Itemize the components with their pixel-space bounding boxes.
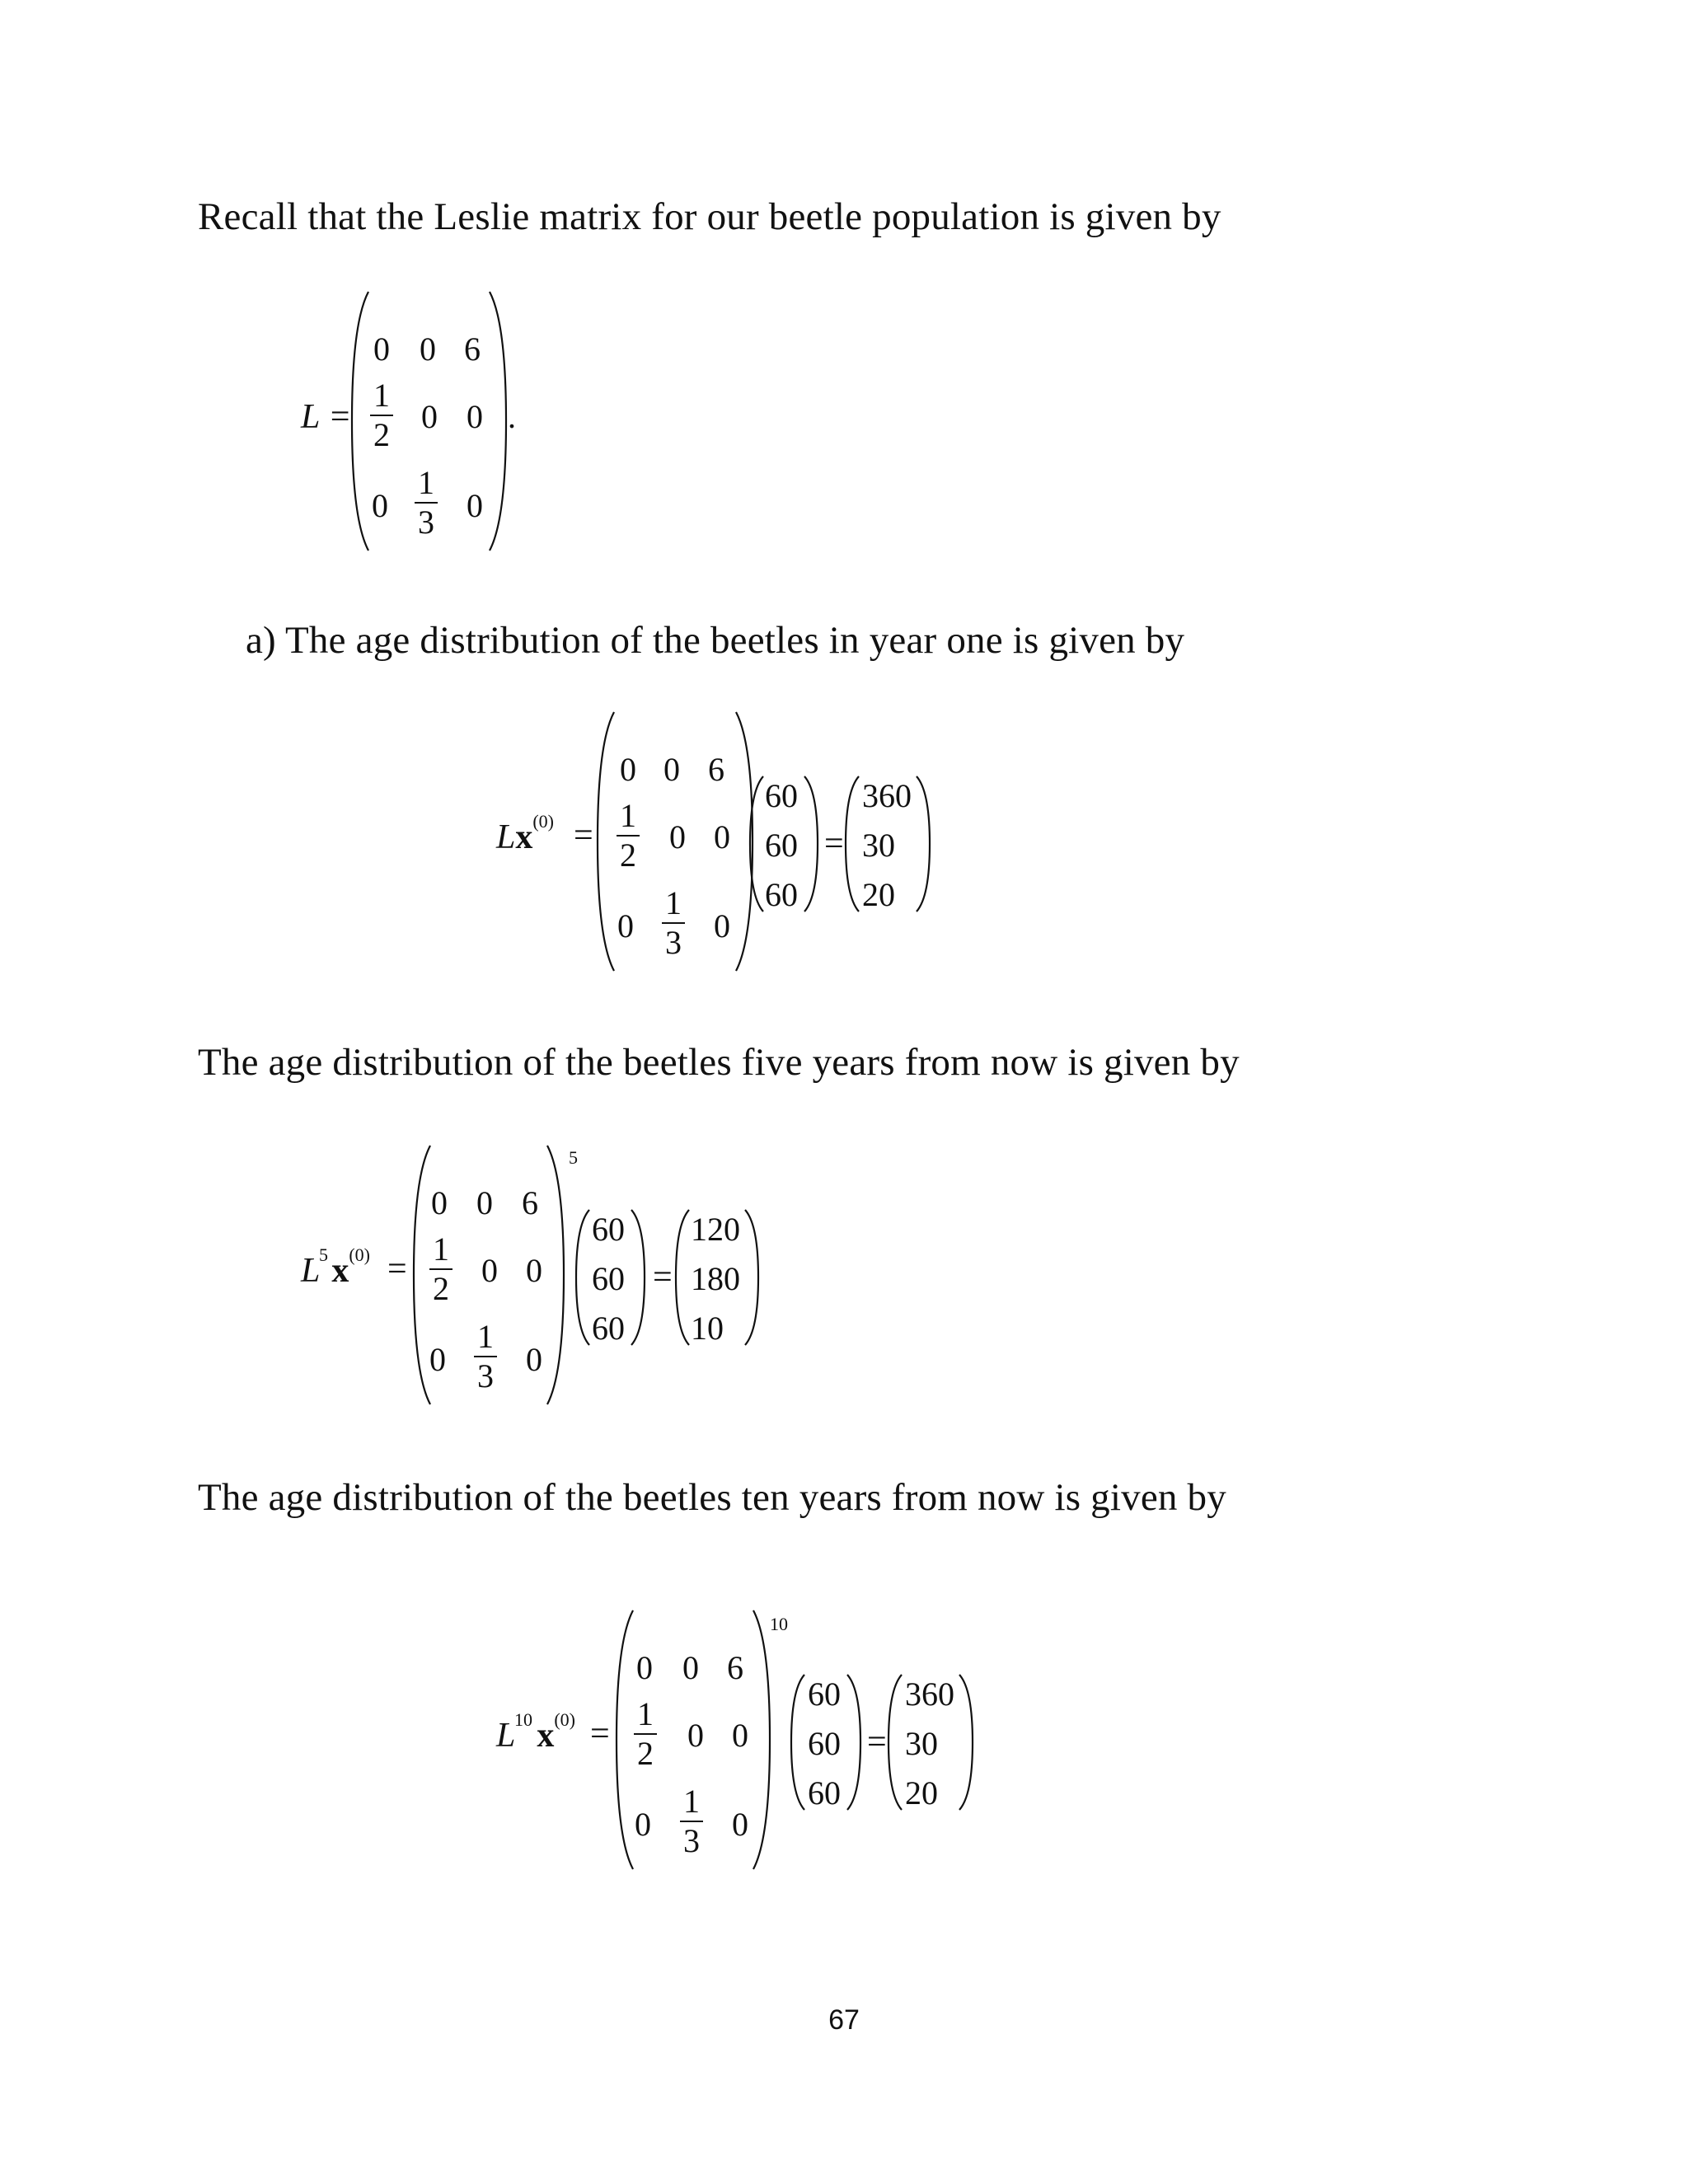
fraction bbox=[424, 1230, 457, 1307]
denominator: 3 bbox=[683, 1822, 700, 1859]
matrix-cell: 0 bbox=[526, 1341, 542, 1378]
matrix-cell: 0 bbox=[420, 330, 436, 368]
fraction bbox=[365, 379, 398, 452]
matrix-cell: 0 bbox=[687, 1717, 704, 1754]
numerator: 1 bbox=[373, 377, 390, 414]
matrix-cell: 0 bbox=[635, 1806, 651, 1843]
matrix-cell: 0 bbox=[429, 1341, 446, 1378]
fraction bbox=[469, 1320, 502, 1393]
lhs-var: L bbox=[301, 1252, 321, 1290]
vector-cell: 60 bbox=[592, 1260, 625, 1297]
matrix-cell: 0 bbox=[481, 1252, 498, 1289]
matrix-cell: 6 bbox=[727, 1649, 743, 1686]
fraction bbox=[657, 884, 690, 961]
ten-years-text: The age distribution of the beetles ten years from now is given by bbox=[198, 1476, 1226, 1519]
result-cell: 20 bbox=[905, 1774, 938, 1811]
denominator: 3 bbox=[418, 504, 434, 541]
numerator: 1 bbox=[683, 1783, 700, 1820]
lhs-var: L bbox=[496, 1717, 516, 1755]
matrix-cell: 6 bbox=[708, 751, 724, 788]
result-cell: 30 bbox=[862, 827, 895, 864]
vector-left-paren bbox=[790, 1673, 808, 1811]
vector-cell: 60 bbox=[808, 1725, 841, 1762]
result-cell: 180 bbox=[691, 1260, 740, 1297]
vector-right-paren bbox=[628, 1208, 646, 1347]
lhs-superscript: (0) bbox=[349, 1244, 371, 1265]
matrix-cell: 0 bbox=[431, 1184, 448, 1221]
matrix-cell: 0 bbox=[663, 751, 680, 788]
matrix-exponent: 10 bbox=[770, 1614, 788, 1634]
lhs-superscript: (0) bbox=[554, 1709, 576, 1730]
period: . bbox=[508, 398, 516, 435]
fraction bbox=[629, 1695, 662, 1772]
denominator: 3 bbox=[665, 924, 682, 961]
vector-cell: 60 bbox=[765, 876, 798, 913]
vector-cell: 60 bbox=[592, 1211, 625, 1248]
result-left-paren bbox=[887, 1673, 905, 1811]
leslie-lhs-label: L = bbox=[301, 398, 352, 436]
numerator: 1 bbox=[637, 1695, 654, 1732]
matrix-cell: 0 bbox=[373, 330, 390, 368]
vector-cell: 60 bbox=[592, 1310, 625, 1347]
matrix-cell: 0 bbox=[620, 751, 636, 788]
denominator: 2 bbox=[433, 1270, 449, 1307]
lhs-power: 5 bbox=[319, 1244, 328, 1265]
five-years-text: The age distribution of the beetles five years from now is given by bbox=[198, 1041, 1240, 1084]
matrix-cell: 0 bbox=[372, 487, 388, 524]
result-cell: 360 bbox=[905, 1675, 954, 1713]
denominator: 2 bbox=[637, 1735, 654, 1772]
lhs-expression bbox=[496, 1709, 576, 1755]
numerator: 1 bbox=[620, 797, 636, 834]
numerator: 1 bbox=[665, 884, 682, 921]
intro-text: Recall that the Leslie matrix for our beetle population is given by bbox=[198, 195, 1221, 238]
equals-sign: = bbox=[387, 1250, 407, 1288]
fraction bbox=[675, 1785, 708, 1858]
vector-cell: 60 bbox=[808, 1675, 841, 1713]
right-paren bbox=[747, 1609, 771, 1871]
matrix-cell: 0 bbox=[669, 818, 686, 855]
equals-sign: = bbox=[574, 817, 593, 855]
matrix-cell: 0 bbox=[526, 1252, 542, 1289]
matrix-cell: 0 bbox=[636, 1649, 653, 1686]
lhs-expression bbox=[301, 1244, 371, 1291]
result-cell: 30 bbox=[905, 1725, 938, 1762]
matrix-cell: 0 bbox=[476, 1184, 493, 1221]
lhs-vector: x bbox=[331, 1252, 349, 1290]
matrix-cell: 0 bbox=[617, 907, 634, 944]
leslie-lhs bbox=[301, 397, 351, 437]
part-a-text: a) The age distribution of the beetles in year one is given by bbox=[246, 619, 1185, 662]
fraction bbox=[410, 466, 443, 539]
matrix-cell: 0 bbox=[467, 487, 483, 524]
page-number: 67 bbox=[828, 2004, 860, 2036]
vector-left-paren bbox=[574, 1208, 593, 1347]
result-right-paren bbox=[956, 1673, 974, 1811]
vector-cell: 60 bbox=[765, 777, 798, 814]
result-cell: 10 bbox=[691, 1310, 724, 1347]
result-cell: 360 bbox=[862, 777, 912, 814]
matrix-cell: 0 bbox=[682, 1649, 699, 1686]
lhs-vector: x bbox=[515, 818, 533, 856]
lhs-power: 10 bbox=[514, 1709, 532, 1730]
matrix-cell: 0 bbox=[467, 398, 483, 435]
lhs-vector: x bbox=[537, 1717, 555, 1755]
matrix-cell: 0 bbox=[732, 1717, 748, 1754]
result-cell: 20 bbox=[862, 876, 895, 913]
result-right-paren bbox=[913, 775, 931, 913]
equals-sign: = bbox=[653, 1258, 673, 1296]
matrix-cell: 0 bbox=[421, 398, 438, 435]
result-left-paren bbox=[674, 1208, 692, 1347]
matrix-cell: 0 bbox=[714, 818, 730, 855]
denominator: 2 bbox=[373, 416, 390, 453]
denominator: 2 bbox=[620, 837, 636, 874]
vector-cell: 60 bbox=[808, 1774, 841, 1811]
denominator: 3 bbox=[477, 1357, 494, 1394]
vector-right-paren bbox=[844, 1673, 862, 1811]
numerator: 1 bbox=[433, 1230, 449, 1268]
result-left-paren bbox=[844, 775, 862, 913]
matrix-exponent: 5 bbox=[569, 1147, 578, 1168]
right-paren bbox=[541, 1144, 565, 1406]
matrix-cell: 6 bbox=[464, 330, 481, 368]
fraction bbox=[612, 799, 645, 872]
matrix-cell: 6 bbox=[522, 1184, 538, 1221]
matrix-cell: 0 bbox=[714, 907, 730, 944]
lhs-superscript: (0) bbox=[532, 811, 555, 832]
lhs-expression bbox=[496, 811, 555, 857]
equals-sign: = bbox=[867, 1723, 887, 1761]
result-right-paren bbox=[742, 1208, 760, 1347]
numerator: 1 bbox=[418, 464, 434, 501]
right-paren bbox=[483, 290, 508, 552]
equals-sign: = bbox=[824, 825, 844, 863]
numerator: 1 bbox=[477, 1318, 494, 1355]
vector-left-paren bbox=[748, 775, 767, 913]
matrix-cell: 0 bbox=[732, 1806, 748, 1843]
equals-sign: = bbox=[590, 1715, 610, 1753]
result-cell: 120 bbox=[691, 1211, 740, 1248]
vector-right-paren bbox=[801, 775, 819, 913]
vector-cell: 60 bbox=[765, 827, 798, 864]
lhs-var: L bbox=[496, 818, 516, 856]
